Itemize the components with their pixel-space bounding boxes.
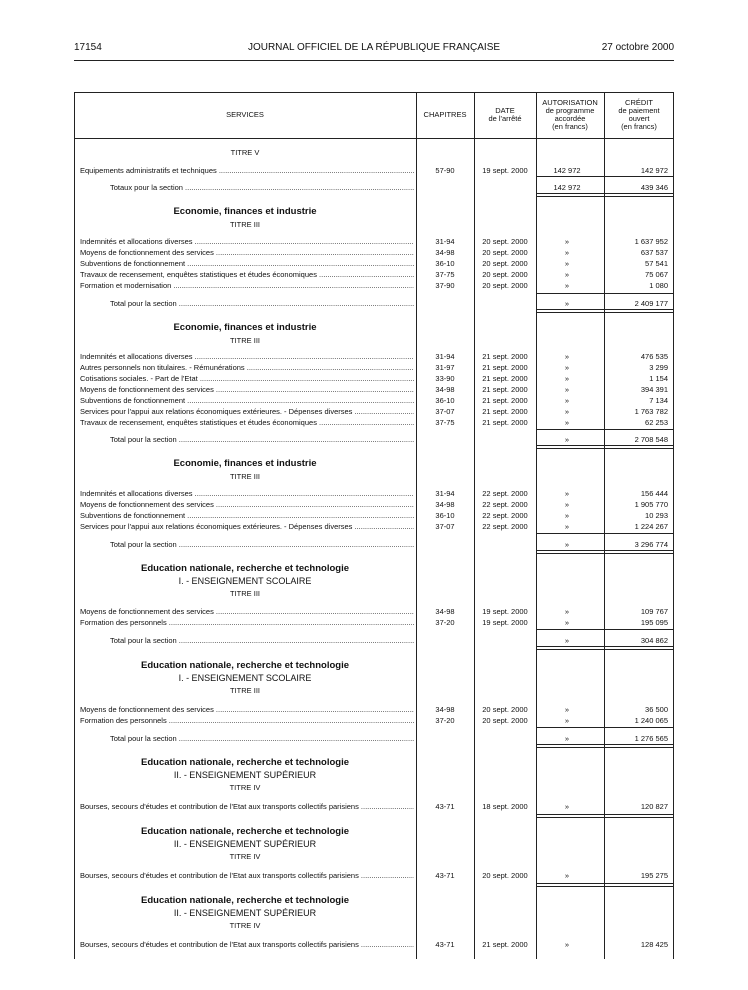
subtotal-rule — [536, 429, 674, 430]
subtotal-rule — [536, 533, 674, 534]
total-row: Totaux pour la section ..... 142 972 439 346 — [74, 183, 674, 193]
total-rule — [536, 309, 674, 310]
subtotal-rule — [536, 629, 674, 630]
header-rule — [74, 60, 674, 61]
col-header-services: SERVICES — [226, 110, 264, 119]
total-rule — [536, 445, 674, 446]
journal-title: JOURNAL OFFICIEL DE LA RÉPUBLIQUE FRANÇAISE — [247, 42, 501, 53]
total-rule — [536, 649, 674, 650]
header-bottom-rule — [74, 138, 674, 139]
table-row: Bourses, secours d'études et contribution de l'Etat aux transports collectifs parisiens ..... 43-71 20 sept. 2000 » 195 275 — [74, 871, 674, 881]
total-rule — [536, 817, 674, 818]
table-row: Moyens de fonctionnement des services ..... 34-98 21 sept. 2000 » 394 391 — [74, 385, 674, 395]
section-heading: Education nationale, recherche et technologie I. - ENSEIGNEMENT SCOLAIRE TITRE III — [141, 563, 349, 598]
total-row: Total pour la section ..... » 3 296 774 — [74, 540, 674, 550]
table-row: Services pour l'appui aux relations économiques extérieures. - Dépenses diverses ..... 37-07 22 sept. 2000 » 1 224 267 — [74, 522, 674, 532]
total-rule — [536, 196, 674, 197]
section-heading: Education nationale, recherche et technologie II. - ENSEIGNEMENT SUPÉRIEUR TITRE IV — [141, 826, 349, 861]
section-heading: Economie, finances et industrie TITRE III — [173, 322, 317, 345]
total-rule — [536, 814, 674, 815]
table-row: Subventions de fonctionnement ..... 36-10 22 sept. 2000 » 10 293 — [74, 511, 674, 521]
table-row: Moyens de fonctionnement des services ..... 34-98 22 sept. 2000 » 1 905 770 — [74, 500, 674, 510]
total-row: Total pour la section ..... » 1 276 565 — [74, 734, 674, 744]
table-row: Formation des personnels ..... 37-20 19 sept. 2000 » 195 095 — [74, 618, 674, 628]
table-row: Travaux de recensement, enquêtes statistiques et études économiques ..... 37-75 20 sept. 2000 » 75 067 — [74, 270, 674, 280]
table-row: Equipements administratifs et techniques ..... 57-90 19 sept. 2000 142 972 142 972 — [74, 166, 674, 176]
page-number: 17154 — [74, 42, 102, 53]
total-rule — [536, 646, 674, 647]
total-rule — [536, 550, 674, 551]
table-row: Moyens de fonctionnement des services ..... 34-98 20 sept. 2000 » 36 500 — [74, 705, 674, 715]
table-row: Indemnités et allocations diverses ..... 31-94 22 sept. 2000 » 156 444 — [74, 489, 674, 499]
table-row: Services pour l'appui aux relations économiques extérieures. - Dépenses diverses ..... 37-07 21 sept. 2000 » 1 763 782 — [74, 407, 674, 417]
credits-table — [74, 92, 674, 959]
table-row: Bourses, secours d'études et contribution de l'Etat aux transports collectifs parisiens ..... 43-71 18 sept. 2000 » 120 827 — [74, 802, 674, 812]
col-header-credit: CRÉDIT de paiement ouvert (en francs) — [618, 98, 660, 131]
header-date: 27 octobre 2000 — [601, 42, 674, 53]
col-header-autorisation: AUTORISATION de programme accordée (en francs) — [542, 98, 598, 131]
section-heading: Economie, finances et industrie TITRE III — [173, 458, 317, 481]
table-row: Formation et modernisation ..... 37-90 20 sept. 2000 » 1 080 — [74, 281, 674, 291]
subtotal-rule — [536, 293, 674, 294]
table-row: Moyens de fonctionnement des services ..... 34-98 19 sept. 2000 » 109 767 — [74, 607, 674, 617]
table-row: Bourses, secours d'études et contribution de l'Etat aux transports collectifs parisiens ..... 43-71 21 sept. 2000 » 128 425 — [74, 940, 674, 950]
table-row: Subventions de fonctionnement ..... 36-10 20 sept. 2000 » 57 541 — [74, 259, 674, 269]
total-row: Total pour la section ..... » 2 708 548 — [74, 435, 674, 445]
section-heading: TITRE V — [230, 148, 260, 157]
section-heading: Education nationale, recherche et technologie II. - ENSEIGNEMENT SUPÉRIEUR TITRE IV — [141, 895, 349, 930]
total-row: Total pour la section ..... » 304 862 — [74, 636, 674, 646]
total-rule — [536, 312, 674, 313]
table-row: Subventions de fonctionnement ..... 36-10 21 sept. 2000 » 7 134 — [74, 396, 674, 406]
section-heading: Education nationale, recherche et technologie I. - ENSEIGNEMENT SCOLAIRE TITRE III — [141, 660, 349, 695]
total-rule — [536, 193, 674, 194]
subtotal-rule — [536, 727, 674, 728]
total-row: Total pour la section ..... » 2 409 177 — [74, 299, 674, 309]
total-rule — [536, 553, 674, 554]
subtotal-rule — [536, 176, 674, 177]
table-row: Indemnités et allocations diverses ..... 31-94 20 sept. 2000 » 1 637 952 — [74, 237, 674, 247]
total-rule — [536, 744, 674, 745]
table-row: Travaux de recensement, enquêtes statistiques et études économiques ..... 37-75 21 sept. 2000 » 62 253 — [74, 418, 674, 428]
table-row: Cotisations sociales. - Part de l'Etat ..... 33-90 21 sept. 2000 » 1 154 — [74, 374, 674, 384]
table-row: Formation des personnels ..... 37-20 20 sept. 2000 » 1 240 065 — [74, 716, 674, 726]
table-row: Moyens de fonctionnement des services ..... 34-98 20 sept. 2000 » 637 537 — [74, 248, 674, 258]
table-row: Indemnités et allocations diverses ..... 31-94 21 sept. 2000 » 476 535 — [74, 352, 674, 362]
total-rule — [536, 448, 674, 449]
table-row: Autres personnels non titulaires. - Rémunérations ..... 31-97 21 sept. 2000 » 3 299 — [74, 363, 674, 373]
total-rule — [536, 747, 674, 748]
section-heading: Education nationale, recherche et technologie II. - ENSEIGNEMENT SUPÉRIEUR TITRE IV — [141, 757, 349, 792]
total-rule — [536, 883, 674, 884]
col-header-chapitres: CHAPITRES — [423, 110, 467, 119]
total-rule — [536, 886, 674, 887]
col-header-date: DATE de l'arrêté — [488, 106, 522, 123]
section-heading: Economie, finances et industrie TITRE III — [173, 206, 317, 229]
